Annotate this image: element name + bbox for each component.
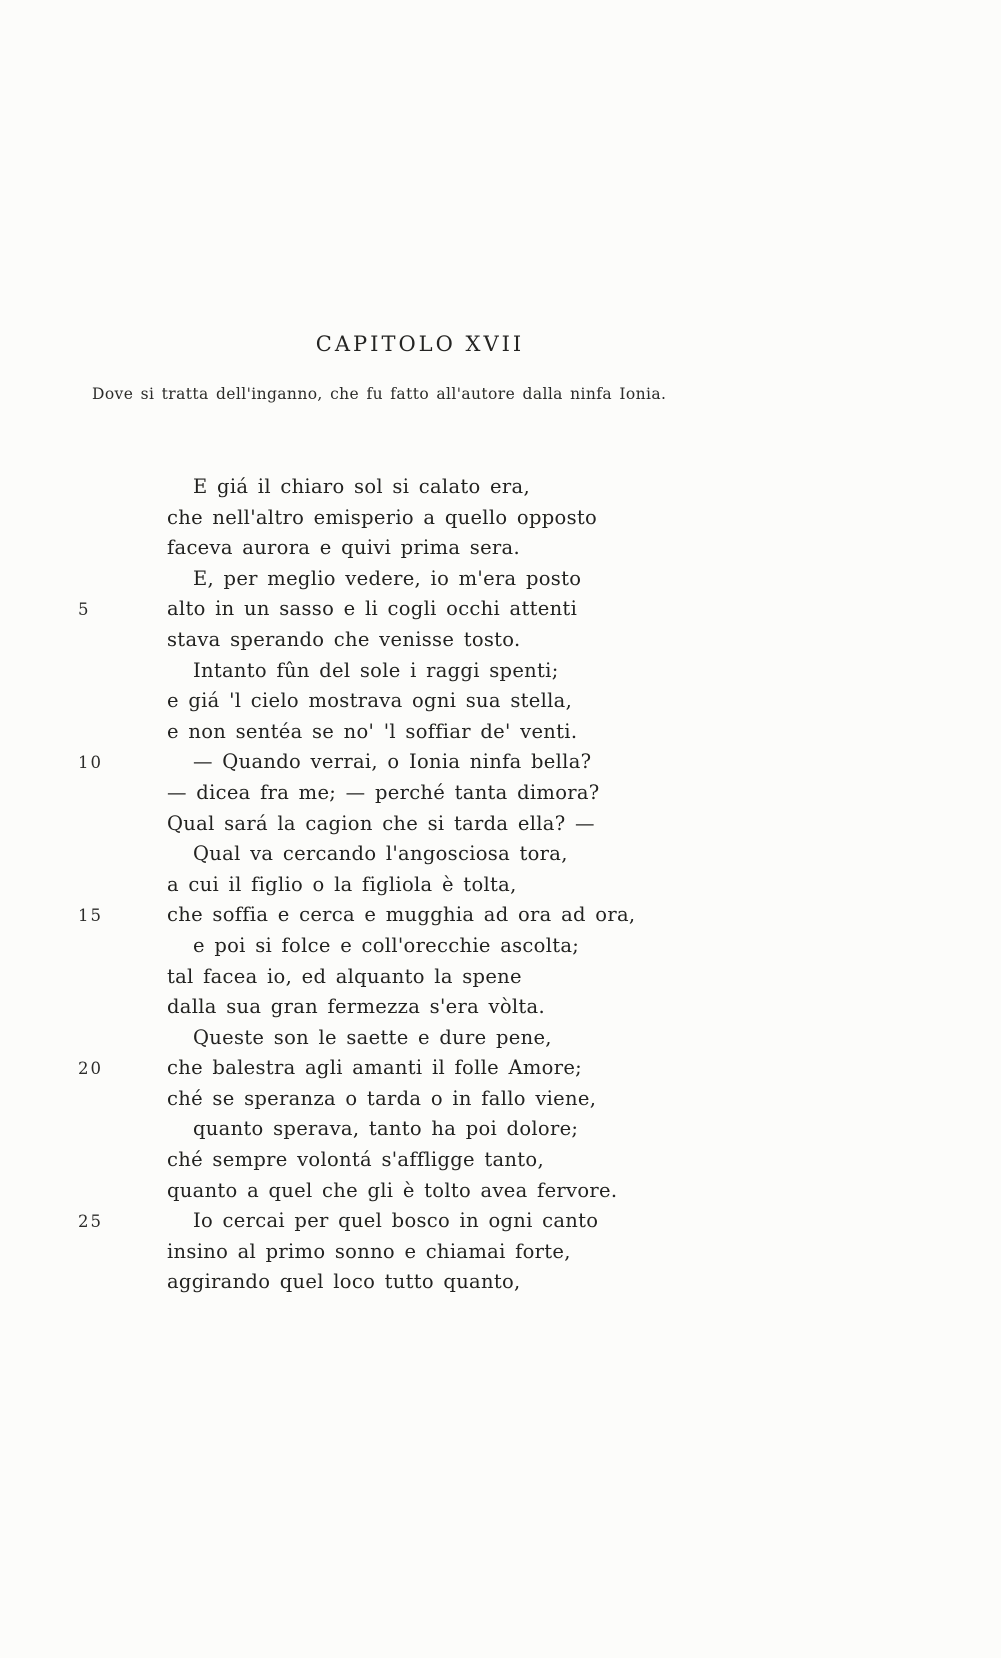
line-text: e poi si folce e coll'orecchie ascolta; — [193, 933, 580, 957]
poem-line — [78, 962, 798, 993]
poem-line — [78, 778, 798, 809]
line-text: faceva aurora e quivi prima sera. — [167, 536, 520, 560]
line-number: 25 — [78, 1212, 103, 1232]
poem-line — [78, 1145, 798, 1176]
poem-line — [78, 625, 798, 656]
line-text: che nell'altro emisperio a quello opposto — [167, 505, 598, 529]
line-text: Queste son le saette e dure pene, — [193, 1025, 552, 1049]
line-number: 10 — [78, 753, 103, 773]
line-text: Qual sará la cagion che si tarda ella? — — [167, 811, 595, 835]
line-text: e non sentéa se no' 'l soffiar de' venti. — [167, 719, 578, 743]
poem-line — [78, 900, 798, 931]
line-number: 5 — [78, 600, 91, 620]
poem-line — [78, 1237, 798, 1268]
line-text: Intanto fûn del sole i raggi spenti; — [193, 658, 559, 682]
poem-line — [78, 1053, 798, 1084]
poem-line — [78, 1176, 798, 1207]
poem-line — [78, 533, 798, 564]
poem-line — [78, 594, 798, 625]
poem-line — [78, 747, 798, 778]
poem-line — [78, 1084, 798, 1115]
line-text: insino al primo sonno e chiamai forte, — [167, 1239, 571, 1263]
poem-body — [78, 472, 798, 1298]
line-text: E giá il chiaro sol si calato era, — [193, 475, 530, 498]
poem-line — [78, 1114, 798, 1145]
poem-line — [78, 472, 798, 503]
line-text: quanto sperava, tanto ha poi dolore; — [193, 1117, 579, 1141]
line-text: e giá 'l cielo mostrava ogni sua stella, — [167, 689, 573, 713]
poem-line — [78, 1267, 798, 1298]
poem-line — [78, 564, 798, 595]
poem-line — [78, 503, 798, 534]
line-text: tal facea io, ed alquanto la spene — [167, 964, 522, 988]
chapter-title: CAPITOLO XVII — [315, 332, 525, 356]
poem-line — [78, 931, 798, 962]
poem-line — [78, 809, 798, 840]
chapter-subtitle: Dove si tratta dell'inganno, che fu fatto all'autore dalla ninfa Ionia. — [92, 385, 667, 403]
line-text: che soffia e cerca e mugghia ad ora ad ora, — [167, 903, 636, 927]
poem-line — [78, 992, 798, 1023]
poem-line — [78, 839, 798, 870]
line-text: che balestra agli amanti il folle Amore; — [167, 1056, 583, 1080]
line-number: 15 — [78, 906, 103, 926]
poem-line — [78, 656, 798, 687]
line-text: quanto a quel che gli è tolto avea fervore. — [167, 1178, 618, 1202]
poem-line — [78, 686, 798, 717]
poem-line — [78, 1023, 798, 1054]
line-text: alto in un sasso e li cogli occhi attenti — [167, 597, 578, 621]
line-text: ché sempre volontá s'affligge tanto, — [167, 1148, 544, 1172]
line-text: — dicea fra me; — perché tanta dimora? — [167, 780, 600, 804]
line-text: ché se speranza o tarda o in fallo viene, — [167, 1086, 597, 1110]
line-text: a cui il figlio o la figliola è tolta, — [167, 872, 517, 896]
line-text: Io cercai per quel bosco in ogni canto — [193, 1209, 599, 1233]
line-text: E, per meglio vedere, io m'era posto — [193, 566, 582, 590]
line-text: stava sperando che venisse tosto. — [167, 627, 521, 651]
poem-line — [78, 717, 798, 748]
poem-line — [78, 1206, 798, 1237]
poem-line — [78, 870, 798, 901]
line-text: aggirando quel loco tutto quanto, — [167, 1270, 521, 1294]
line-text: dalla sua gran fermezza s'era vòlta. — [167, 995, 545, 1019]
line-text: Qual va cercando l'angosciosa tora, — [193, 842, 568, 866]
line-text: — Quando verrai, o Ionia ninfa bella? — [193, 750, 592, 774]
line-number: 20 — [78, 1059, 103, 1079]
